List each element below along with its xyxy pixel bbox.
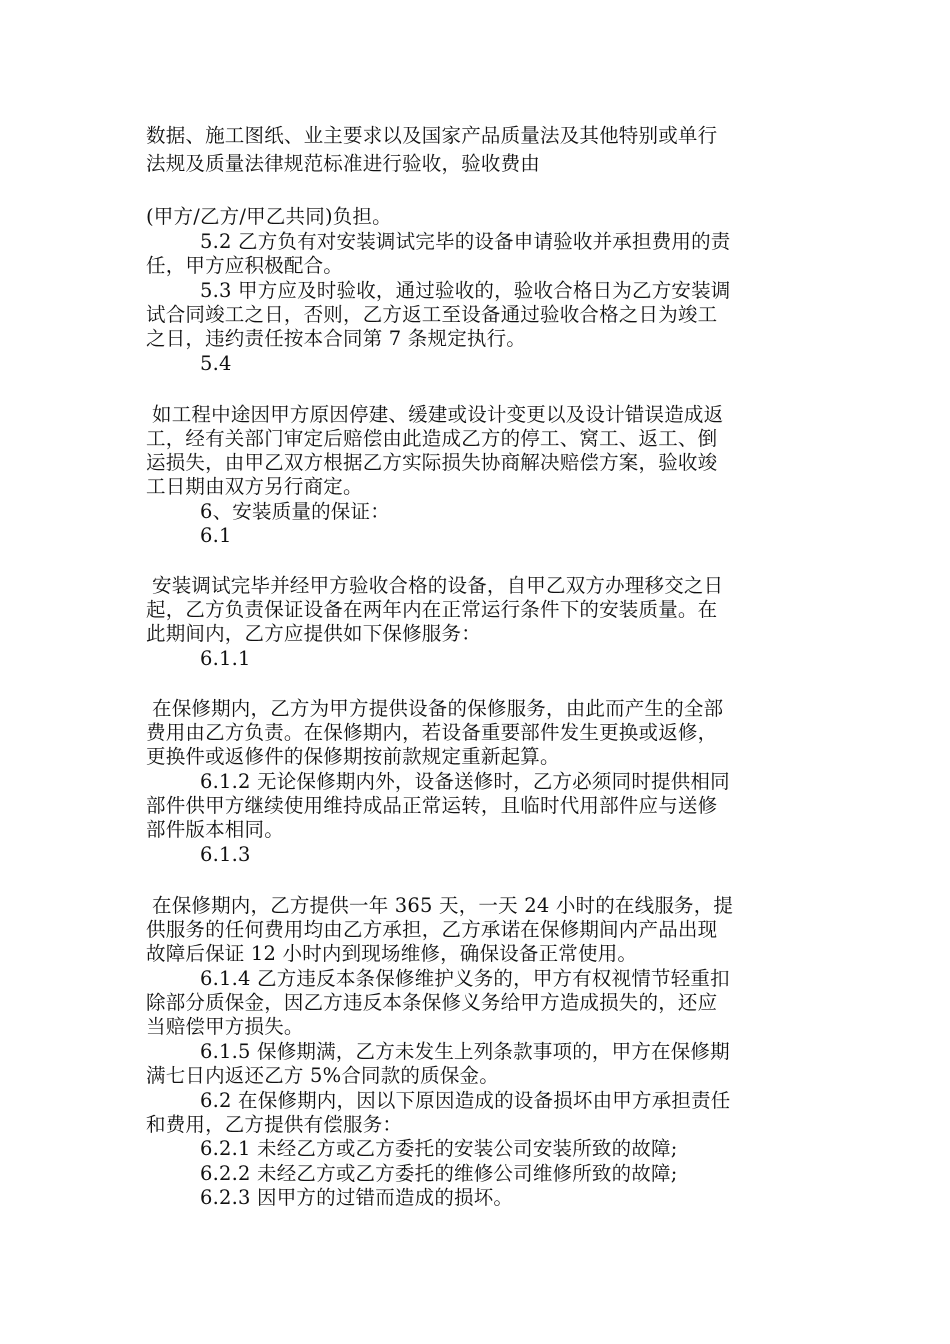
text-line: 工，经有关部门审定后赔偿由此造成乙方的停工、窝工、返工、倒	[146, 427, 718, 450]
text-line: 6.1.4 乙方违反本条保修维护义务的，甲方有权视情节轻重扣	[200, 967, 730, 990]
text-line: 当赔偿甲方损失。	[146, 1015, 304, 1038]
text-line: 满七日内返还乙方 5%合同款的质保金。	[146, 1064, 499, 1087]
text-line: 在保修期内，乙方提供一年 365 天，一天 24 小时的在线服务，提	[152, 894, 734, 917]
text-line: 供服务的任何费用均由乙方承担，乙方承诺在保修期间内产品出现	[146, 918, 718, 941]
text-line: 故障后保证 12 小时内到现场维修，确保设备正常使用。	[146, 942, 638, 965]
text-line: 之日，违约责任按本合同第 7 条规定执行。	[146, 327, 527, 350]
text-line: 此期间内，乙方应提供如下保修服务：	[146, 622, 481, 645]
text-line: 6.2.2 未经乙方或乙方委托的维修公司维修所致的故障;	[200, 1162, 678, 1185]
section-heading: 6、安装质量的保证：	[200, 500, 390, 523]
text-line: 6.2.3 因甲方的过错而造成的损坏。	[200, 1186, 514, 1209]
text-line: 试合同竣工之日，否则，乙方返工至设备通过验收合格之日为竣工	[146, 303, 718, 326]
text-line: 数据、施工图纸、业主要求以及国家产品质量法及其他特别或单行	[146, 124, 718, 147]
text-line: 起，乙方负责保证设备在两年内在正常运行条件下的安装质量。在	[146, 598, 718, 621]
text-line: (甲方/乙方/甲乙共同)负担。	[146, 205, 392, 228]
text-line: 5.2 乙方负有对安装调试完毕的设备申请验收并承担费用的责	[200, 230, 731, 253]
text-line: 法规及质量法律规范标准进行验收，验收费由	[146, 152, 541, 175]
text-line: 部件供甲方继续使用维持成品正常运转，且临时代用部件应与送修	[146, 794, 718, 817]
text-line: 如工程中途因甲方原因停建、缓建或设计变更以及设计错误造成返	[152, 403, 724, 426]
text-line: 运损失，由甲乙双方根据乙方实际损失协商解决赔偿方案，验收竣	[146, 451, 718, 474]
text-line: 5.3 甲方应及时验收，通过验收的，验收合格日为乙方安装调	[200, 279, 731, 302]
text-line: 在保修期内，乙方为甲方提供设备的保修服务，由此而产生的全部	[152, 697, 724, 720]
text-line: 安装调试完毕并经甲方验收合格的设备，自甲乙双方办理移交之日	[152, 574, 724, 597]
text-line: 工日期由双方另行商定。	[146, 475, 363, 498]
text-line: 任，甲方应积极配合。	[146, 254, 344, 277]
text-line: 和费用，乙方提供有偿服务：	[146, 1113, 403, 1136]
text-line: 更换件或返修件的保修期按前款规定重新起算。	[146, 745, 560, 768]
text-line: 除部分质保金，因乙方违反本条保修义务给甲方造成损失的，还应	[146, 991, 718, 1014]
text-line: 费用由乙方负责。在保修期内，若设备重要部件发生更换或返修，	[146, 721, 718, 744]
text-line: 6.2.1 未经乙方或乙方委托的安装公司安装所致的故障;	[200, 1137, 678, 1160]
section-number: 6.1.3	[200, 843, 251, 866]
text-line: 6.2 在保修期内，因以下原因造成的设备损坏由甲方承担责任	[200, 1089, 731, 1112]
text-line: 6.1.2 无论保修期内外，设备送修时，乙方必须同时提供相同	[200, 770, 730, 793]
section-number: 5.4	[200, 352, 232, 375]
text-line: 6.1.5 保修期满，乙方未发生上列条款事项的，甲方在保修期	[200, 1040, 730, 1063]
section-number: 6.1	[200, 524, 232, 547]
section-number: 6.1.1	[200, 647, 251, 670]
text-line: 部件版本相同。	[146, 818, 284, 841]
